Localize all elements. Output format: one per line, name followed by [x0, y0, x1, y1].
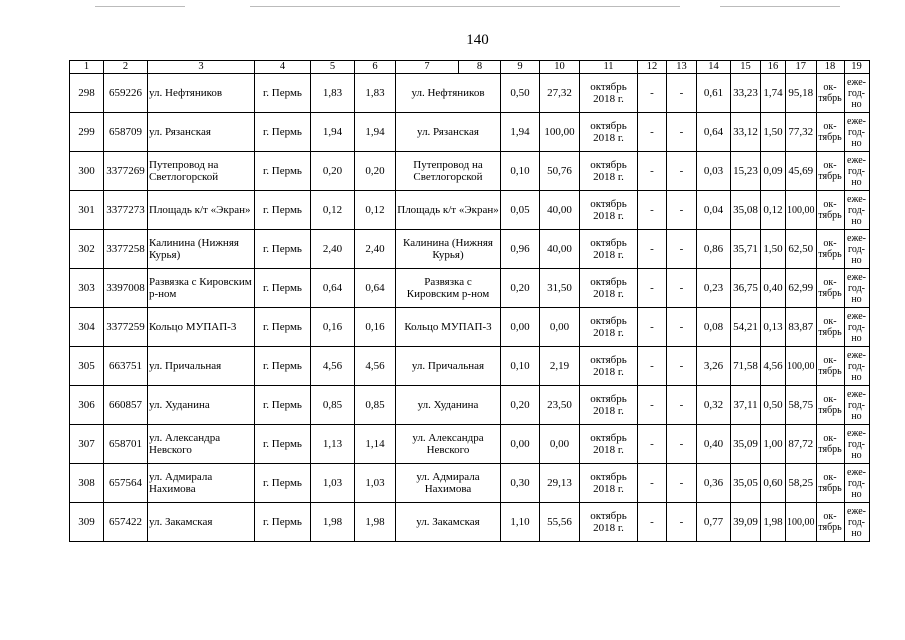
cell-col-14: 0,23: [697, 269, 731, 308]
cell-col-12: -: [638, 191, 667, 230]
cell-col-9: 0,05: [501, 191, 540, 230]
survey-date: октябрь 2018 г.: [580, 308, 638, 347]
cell-col-5: 0,64: [311, 269, 355, 308]
cell-col-16: 0,13: [761, 308, 786, 347]
cell-col-12: -: [638, 230, 667, 269]
month: ок-тябрь: [816, 503, 844, 542]
road-code: 3377258: [104, 230, 148, 269]
cell-col-14: 0,03: [697, 152, 731, 191]
cell-col-5: 1,13: [311, 425, 355, 464]
cell-col-9: 0,10: [501, 347, 540, 386]
top-rule-center: [250, 6, 680, 7]
frequency: еже-год-но: [844, 503, 869, 542]
cell-col-14: 0,86: [697, 230, 731, 269]
cell-col-13: -: [667, 347, 697, 386]
frequency: еже-год-но: [844, 152, 869, 191]
cell-col-17: 58,25: [786, 464, 817, 503]
cell-col-17: 100,00: [786, 191, 817, 230]
city: г. Пермь: [255, 191, 311, 230]
month: ок-тябрь: [816, 425, 844, 464]
cell-col-10: 55,56: [540, 503, 580, 542]
road-code: 657564: [104, 464, 148, 503]
cell-col-9: 0,20: [501, 386, 540, 425]
cell-col-13: -: [667, 74, 697, 113]
row-number: 302: [70, 230, 104, 269]
column-header-6: 6: [355, 61, 396, 74]
cell-col-14: 0,61: [697, 74, 731, 113]
table-row: [70, 464, 870, 503]
cell-col-5: 0,16: [311, 308, 355, 347]
row-number: 308: [70, 464, 104, 503]
survey-date: октябрь 2018 г.: [580, 152, 638, 191]
road-name: ул. Закамская: [148, 503, 255, 542]
road-name: Путепровод на Светлогорской: [148, 152, 255, 191]
cell-col-13: -: [667, 230, 697, 269]
cell-col-10: 40,00: [540, 230, 580, 269]
cell-col-6: 1,94: [355, 113, 396, 152]
cell-col-15: 71,58: [731, 347, 761, 386]
cell-col-9: 0,10: [501, 152, 540, 191]
row-number: 306: [70, 386, 104, 425]
cell-col-9: 1,94: [501, 113, 540, 152]
road-section: Кольцо МУПАП-3: [396, 308, 501, 347]
cell-col-10: 40,00: [540, 191, 580, 230]
cell-col-5: 1,94: [311, 113, 355, 152]
cell-col-14: 0,40: [697, 425, 731, 464]
cell-col-17: 58,75: [786, 386, 817, 425]
cell-col-13: -: [667, 152, 697, 191]
cell-col-17: 77,32: [786, 113, 817, 152]
table-row: [70, 425, 870, 464]
road-name: ул. Рязанская: [148, 113, 255, 152]
cell-col-17: 100,00: [786, 503, 817, 542]
road-section: ул. Рязанская: [396, 113, 501, 152]
cell-col-14: 0,36: [697, 464, 731, 503]
survey-date: октябрь 2018 г.: [580, 269, 638, 308]
top-rule-left: [95, 6, 185, 7]
city: г. Пермь: [255, 347, 311, 386]
city: г. Пермь: [255, 74, 311, 113]
frequency: еже-год-но: [844, 386, 869, 425]
cell-col-12: -: [638, 113, 667, 152]
cell-col-14: 0,04: [697, 191, 731, 230]
cell-col-14: 0,08: [697, 308, 731, 347]
row-number: 305: [70, 347, 104, 386]
survey-date: октябрь 2018 г.: [580, 425, 638, 464]
cell-col-16: 0,12: [761, 191, 786, 230]
cell-col-12: -: [638, 152, 667, 191]
table-row: [70, 347, 870, 386]
cell-col-5: 4,56: [311, 347, 355, 386]
column-header-11: 11: [580, 61, 638, 74]
cell-col-16: 4,56: [761, 347, 786, 386]
road-code: 657422: [104, 503, 148, 542]
road-code: 659226: [104, 74, 148, 113]
top-rule-right: [720, 6, 840, 7]
cell-col-17: 45,69: [786, 152, 817, 191]
column-header-10: 10: [540, 61, 580, 74]
cell-col-12: -: [638, 464, 667, 503]
cell-col-17: 83,87: [786, 308, 817, 347]
column-header-5: 5: [311, 61, 355, 74]
cell-col-5: 2,40: [311, 230, 355, 269]
column-header-8: 8: [459, 61, 501, 74]
table-row: [70, 269, 870, 308]
cell-col-15: 37,11: [731, 386, 761, 425]
table-row: [70, 230, 870, 269]
frequency: еже-год-но: [844, 230, 869, 269]
month: ок-тябрь: [816, 74, 844, 113]
cell-col-12: -: [638, 386, 667, 425]
cell-col-12: -: [638, 269, 667, 308]
cell-col-15: 15,23: [731, 152, 761, 191]
cell-col-13: -: [667, 191, 697, 230]
road-section: ул. Причальная: [396, 347, 501, 386]
table-row: [70, 191, 870, 230]
cell-col-10: 23,50: [540, 386, 580, 425]
column-header-18: 18: [816, 61, 844, 74]
city: г. Пермь: [255, 152, 311, 191]
road-name: ул. Александра Невского: [148, 425, 255, 464]
column-header-19: 19: [844, 61, 869, 74]
road-code: 658709: [104, 113, 148, 152]
survey-date: октябрь 2018 г.: [580, 347, 638, 386]
cell-col-15: 54,21: [731, 308, 761, 347]
survey-date: октябрь 2018 г.: [580, 386, 638, 425]
cell-col-17: 95,18: [786, 74, 817, 113]
road-code: 658701: [104, 425, 148, 464]
frequency: еже-год-но: [844, 113, 869, 152]
frequency: еже-год-но: [844, 74, 869, 113]
cell-col-14: 0,32: [697, 386, 731, 425]
table-row: [70, 503, 870, 542]
column-header-13: 13: [667, 61, 697, 74]
table-row: [70, 308, 870, 347]
city: г. Пермь: [255, 269, 311, 308]
cell-col-10: 0,00: [540, 425, 580, 464]
cell-col-14: 3,26: [697, 347, 731, 386]
cell-col-13: -: [667, 269, 697, 308]
column-header-17: 17: [786, 61, 817, 74]
cell-col-9: 0,50: [501, 74, 540, 113]
cell-col-10: 50,76: [540, 152, 580, 191]
column-header-1: 1: [70, 61, 104, 74]
header-row: [70, 61, 870, 74]
cell-col-9: 0,00: [501, 425, 540, 464]
road-section: ул. Адмирала Нахимова: [396, 464, 501, 503]
cell-col-6: 1,98: [355, 503, 396, 542]
city: г. Пермь: [255, 308, 311, 347]
month: ок-тябрь: [816, 269, 844, 308]
row-number: 301: [70, 191, 104, 230]
row-number: 299: [70, 113, 104, 152]
road-code: 663751: [104, 347, 148, 386]
column-header-15: 15: [731, 61, 761, 74]
cell-col-10: 0,00: [540, 308, 580, 347]
cell-col-5: 0,85: [311, 386, 355, 425]
cell-col-14: 0,64: [697, 113, 731, 152]
cell-col-13: -: [667, 503, 697, 542]
frequency: еже-год-но: [844, 308, 869, 347]
row-number: 303: [70, 269, 104, 308]
cell-col-9: 0,20: [501, 269, 540, 308]
cell-col-6: 2,40: [355, 230, 396, 269]
cell-col-12: -: [638, 425, 667, 464]
cell-col-16: 1,50: [761, 230, 786, 269]
cell-col-16: 1,00: [761, 425, 786, 464]
cell-col-6: 0,16: [355, 308, 396, 347]
city: г. Пермь: [255, 425, 311, 464]
frequency: еже-год-но: [844, 269, 869, 308]
cell-col-17: 62,50: [786, 230, 817, 269]
road-section: ул. Нефтяников: [396, 74, 501, 113]
cell-col-6: 4,56: [355, 347, 396, 386]
cell-col-13: -: [667, 113, 697, 152]
cell-col-9: 0,96: [501, 230, 540, 269]
survey-date: октябрь 2018 г.: [580, 503, 638, 542]
cell-col-13: -: [667, 425, 697, 464]
column-header-16: 16: [761, 61, 786, 74]
page-number: 140: [466, 32, 489, 48]
road-code: 3397008: [104, 269, 148, 308]
road-name: ул. Адмирала Нахимова: [148, 464, 255, 503]
cell-col-15: 35,71: [731, 230, 761, 269]
city: г. Пермь: [255, 113, 311, 152]
cell-col-15: 35,05: [731, 464, 761, 503]
cell-col-17: 100,00: [786, 347, 817, 386]
cell-col-9: 0,30: [501, 464, 540, 503]
survey-date: октябрь 2018 г.: [580, 191, 638, 230]
cell-col-13: -: [667, 464, 697, 503]
cell-col-13: -: [667, 386, 697, 425]
table-row: [70, 152, 870, 191]
road-name: Кольцо МУПАП-3: [148, 308, 255, 347]
cell-col-6: 0,64: [355, 269, 396, 308]
cell-col-16: 0,50: [761, 386, 786, 425]
frequency: еже-год-но: [844, 191, 869, 230]
road-name: ул. Нефтяников: [148, 74, 255, 113]
month: ок-тябрь: [816, 152, 844, 191]
cell-col-12: -: [638, 503, 667, 542]
table-row: [70, 386, 870, 425]
cell-col-6: 1,14: [355, 425, 396, 464]
cell-col-6: 0,12: [355, 191, 396, 230]
city: г. Пермь: [255, 230, 311, 269]
cell-col-17: 87,72: [786, 425, 817, 464]
cell-col-15: 35,09: [731, 425, 761, 464]
cell-col-10: 31,50: [540, 269, 580, 308]
month: ок-тябрь: [816, 347, 844, 386]
cell-col-16: 1,98: [761, 503, 786, 542]
cell-col-5: 0,12: [311, 191, 355, 230]
cell-col-12: -: [638, 74, 667, 113]
table-row: [70, 113, 870, 152]
month: ок-тябрь: [816, 230, 844, 269]
road-code: 3377259: [104, 308, 148, 347]
data-table: [69, 60, 870, 542]
road-name: ул. Причальная: [148, 347, 255, 386]
frequency: еже-год-но: [844, 464, 869, 503]
road-section: Площадь к/т «Экран»: [396, 191, 501, 230]
city: г. Пермь: [255, 503, 311, 542]
column-header-3: 3: [148, 61, 255, 74]
road-code: 3377273: [104, 191, 148, 230]
cell-col-9: 0,00: [501, 308, 540, 347]
cell-col-5: 1,98: [311, 503, 355, 542]
cell-col-6: 0,20: [355, 152, 396, 191]
cell-col-15: 33,12: [731, 113, 761, 152]
cell-col-15: 39,09: [731, 503, 761, 542]
cell-col-14: 0,77: [697, 503, 731, 542]
month: ок-тябрь: [816, 464, 844, 503]
column-header-7: 7: [396, 61, 459, 74]
cell-col-12: -: [638, 347, 667, 386]
cell-col-16: 1,74: [761, 74, 786, 113]
cell-col-13: -: [667, 308, 697, 347]
road-section: Путепровод на Светлогорской: [396, 152, 501, 191]
cell-col-9: 1,10: [501, 503, 540, 542]
cell-col-15: 35,08: [731, 191, 761, 230]
table-row: [70, 74, 870, 113]
row-number: 304: [70, 308, 104, 347]
city: г. Пермь: [255, 386, 311, 425]
road-code: 3377269: [104, 152, 148, 191]
cell-col-10: 29,13: [540, 464, 580, 503]
city: г. Пермь: [255, 464, 311, 503]
survey-date: октябрь 2018 г.: [580, 74, 638, 113]
cell-col-16: 0,40: [761, 269, 786, 308]
cell-col-10: 100,00: [540, 113, 580, 152]
road-code: 660857: [104, 386, 148, 425]
road-name: ул. Худанина: [148, 386, 255, 425]
cell-col-6: 1,03: [355, 464, 396, 503]
survey-date: октябрь 2018 г.: [580, 113, 638, 152]
row-number: 298: [70, 74, 104, 113]
road-section: Развязка с Кировским р-ном: [396, 269, 501, 308]
row-number: 300: [70, 152, 104, 191]
month: ок-тябрь: [816, 113, 844, 152]
survey-date: октябрь 2018 г.: [580, 230, 638, 269]
cell-col-6: 0,85: [355, 386, 396, 425]
cell-col-15: 33,23: [731, 74, 761, 113]
column-header-14: 14: [697, 61, 731, 74]
column-header-2: 2: [104, 61, 148, 74]
cell-col-17: 62,99: [786, 269, 817, 308]
cell-col-5: 1,03: [311, 464, 355, 503]
column-header-4: 4: [255, 61, 311, 74]
cell-col-6: 1,83: [355, 74, 396, 113]
row-number: 309: [70, 503, 104, 542]
frequency: еже-год-но: [844, 347, 869, 386]
road-section: ул. Закамская: [396, 503, 501, 542]
row-number: 307: [70, 425, 104, 464]
month: ок-тябрь: [816, 386, 844, 425]
month: ок-тябрь: [816, 308, 844, 347]
cell-col-15: 36,75: [731, 269, 761, 308]
road-name: Развязка с Кировским р-ном: [148, 269, 255, 308]
road-section: Калинина (Нижняя Курья): [396, 230, 501, 269]
road-name: Площадь к/т «Экран»: [148, 191, 255, 230]
cell-col-5: 1,83: [311, 74, 355, 113]
road-section: ул. Александра Невского: [396, 425, 501, 464]
road-section: ул. Худанина: [396, 386, 501, 425]
month: ок-тябрь: [816, 191, 844, 230]
column-header-9: 9: [501, 61, 540, 74]
cell-col-10: 27,32: [540, 74, 580, 113]
cell-col-16: 0,60: [761, 464, 786, 503]
column-header-12: 12: [638, 61, 667, 74]
frequency: еже-год-но: [844, 425, 869, 464]
road-name: Калинина (Нижняя Курья): [148, 230, 255, 269]
survey-date: октябрь 2018 г.: [580, 464, 638, 503]
cell-col-16: 1,50: [761, 113, 786, 152]
cell-col-16: 0,09: [761, 152, 786, 191]
cell-col-12: -: [638, 308, 667, 347]
cell-col-10: 2,19: [540, 347, 580, 386]
cell-col-5: 0,20: [311, 152, 355, 191]
